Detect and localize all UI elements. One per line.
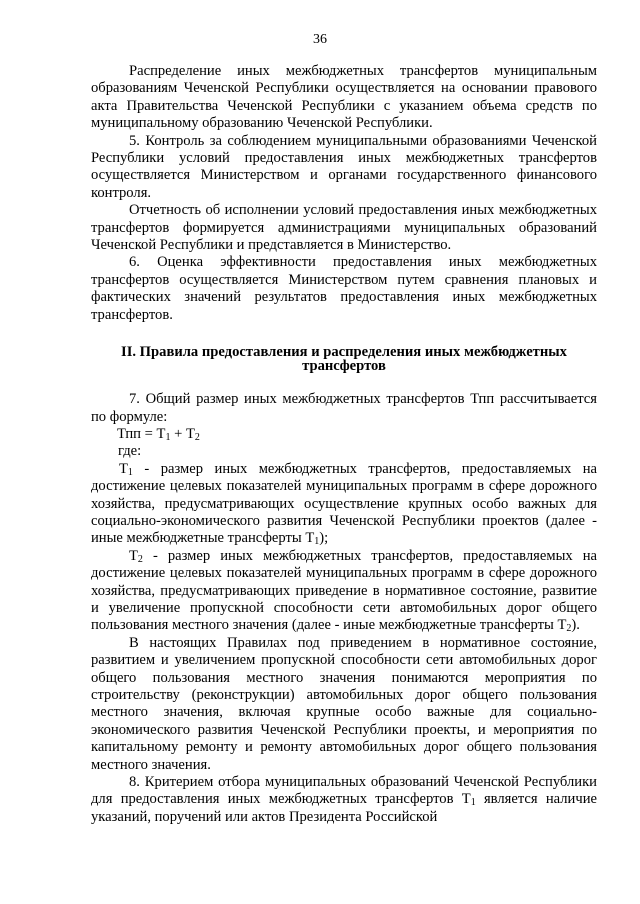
- paragraph-rules: В настоящих Правилах под приведением в нормативное состояние, развитием и увеличением пропускной способности сети автомобильных дорог общего пользования местного значения понимаются мероприятия по строительству (реконструкции) автомобильных дорог общего пользования местного значения, включая крупные особо важные для социально-экономического развития Чеченской Республики проекты, и мероприятия по капитальному ремонту и ремонту автомобильных дорог общего пользования местного значения.: [91, 634, 597, 773]
- formula-plus: +: [170, 425, 186, 442]
- def-t2-tail: ).: [571, 617, 580, 634]
- formula-lhs: Тпп: [117, 425, 141, 442]
- para8-text: 8. Критерием отбора муниципальных образований Чеченской Республики для предоставления иных межбюджетных трансфертов Т: [91, 774, 597, 808]
- def-t1-text: - размер иных межбюджетных трансфертов, предоставляемых на достижение целевых показателей муниципальных программ в сфере дорожного хозяйства, предусматривающих осуществление крупных особо важных для социально-экономического развития Чеченской Республики проектов (далее - иные межбюджетные трансферты Т: [91, 460, 597, 547]
- paragraph-distribution: Распределение иных межбюджетных трансфертов муниципальным образованиям Чеченской Республики осуществляется на основании правового акта Правительства Чеченской Республики с указанием объема средств по муниципальному образованию Чеченской Республики.: [91, 63, 597, 132]
- def-t1-symbol: Т: [119, 460, 128, 477]
- paragraph-evaluation: 6. Оценка эффективности предоставления иных межбюджетных трансфертов осуществляется Министерством путем сравнения плановых и фактических значений результатов предоставления иных межбюджетных трансфертов.: [91, 254, 597, 323]
- formula-t2-sub: 2: [194, 431, 200, 443]
- def-t2-sub: 2: [137, 553, 143, 565]
- paragraph-reporting: Отчетность об исполнении условий предоставления иных межбюджетных трансфертов формируется администрациями муниципальных образований Чеченской Республики и представляется в Министерство.: [91, 202, 597, 254]
- paragraph-8: [91, 774, 597, 826]
- formula: [91, 426, 597, 443]
- paragraph-control: 5. Контроль за соблюдением муниципальными образованиями Чеченской Республики условий предоставления иных межбюджетных трансфертов осуществляется Министерством и органами государственного финансового контроля.: [91, 132, 597, 201]
- formula-t2: Т: [185, 425, 195, 442]
- def-t2-symbol: Т: [129, 547, 138, 564]
- definition-t2: [91, 548, 597, 635]
- document-body: [91, 63, 597, 826]
- paragraph-7: 7. Общий размер иных межбюджетных трансфертов Тпп рассчитывается по формуле:: [91, 391, 597, 425]
- def-t2-tail-sub: 2: [566, 623, 572, 635]
- page-number: 36: [313, 32, 327, 47]
- def-t1-tail: );: [319, 530, 329, 547]
- section-heading: II. Правила предоставления и распределения иных межбюджетных трансфертов: [121, 344, 567, 375]
- formula-t1-sub: 1: [165, 431, 171, 443]
- def-t1-sub: 1: [127, 466, 133, 478]
- formula-eq: =: [140, 425, 157, 442]
- formula-t1: Т: [156, 425, 166, 442]
- para8-sub: 1: [470, 797, 476, 809]
- definition-t1: [91, 461, 597, 548]
- where-label: где:: [118, 443, 142, 460]
- def-t1-tail-sub: 1: [314, 536, 320, 548]
- def-t2-text: - размер иных межбюджетных трансфертов, предоставляемых на достижение целевых показателей муниципальных программ в сфере дорожного хозяйства, предусматривающих приведение в нормативное состояние, развитие и увеличение пропускной способности сети автомобильных дорог общего пользования местного значения (далее - иные межбюджетные трансферты Т: [91, 547, 597, 634]
- para8-tail: является наличие указаний, поручений или актов Президента Российской: [91, 791, 597, 825]
